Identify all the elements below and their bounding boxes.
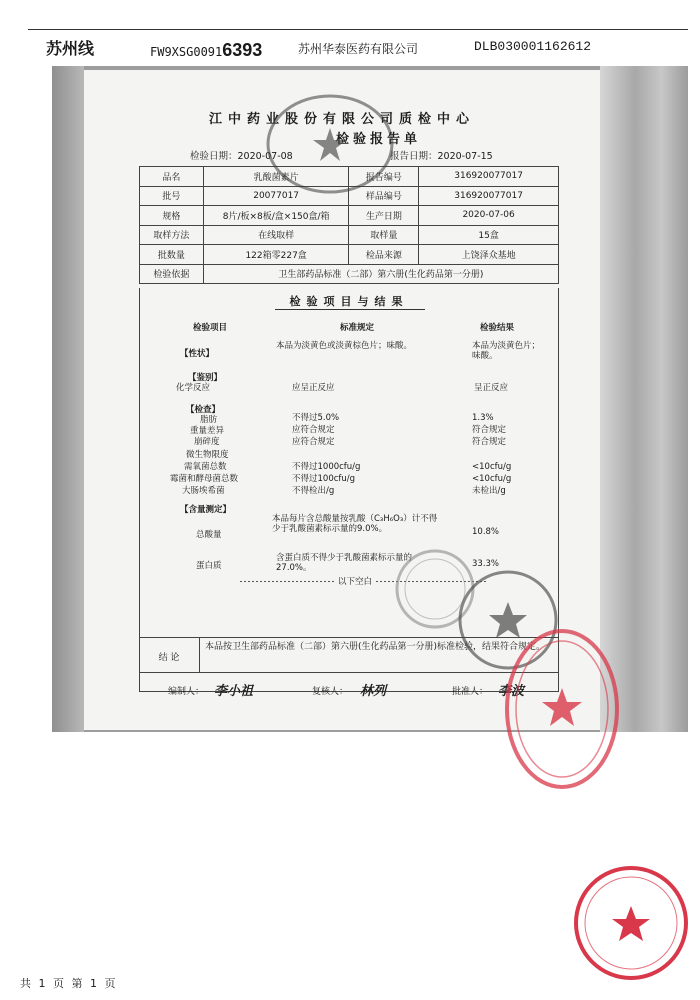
huatai-seal-red xyxy=(572,864,690,982)
protein-item: 蛋白质 xyxy=(196,561,222,571)
identification-item: 化学反应 xyxy=(176,383,211,393)
tracking-code-suffix: 6393 xyxy=(222,40,263,60)
preparer-label: 编制人： xyxy=(168,687,205,697)
sample-label: 样品编号 xyxy=(349,186,419,206)
company-seal-top xyxy=(264,92,396,196)
trait-standard: 本品为淡黄色或淡黄棕色片；味酸。 xyxy=(276,341,413,351)
company-name: 苏州华泰医药有限公司 xyxy=(298,42,419,56)
weight-result: 符合规定 xyxy=(472,425,507,435)
product-value: 乳酸菌素片 xyxy=(203,167,349,187)
identification-standard: 应呈正反应 xyxy=(292,383,335,393)
weight-item: 重量差异 xyxy=(190,426,225,436)
spec-value: 8片/板×8板/盒×150盒/箱 xyxy=(203,206,349,226)
table-row xyxy=(140,245,559,265)
header-rule xyxy=(28,29,688,30)
basis-label: 检验依据 xyxy=(140,264,204,284)
trait-label: 【性状】 xyxy=(180,349,215,359)
batch-label: 批号 xyxy=(140,186,204,206)
lot-label: 批数量 xyxy=(140,245,204,265)
method-value: 在线取样 xyxy=(203,225,349,245)
lot-value: 122箱零227盒 xyxy=(203,245,349,265)
acid-item: 总酸量 xyxy=(196,530,222,540)
identification-result: 呈正反应 xyxy=(474,383,509,393)
microbial-item: 微生物限度 xyxy=(186,450,229,460)
assay-label: 【含量测定】 xyxy=(180,505,232,515)
sample-value: 316920077017 xyxy=(419,186,559,206)
quality-seal-red xyxy=(502,626,622,792)
reg-value: 316920077017 xyxy=(419,167,559,187)
report-subtitle: 检验报告单 xyxy=(336,132,422,147)
tracking-code xyxy=(150,40,262,61)
column-result: 检验结果 xyxy=(480,323,515,333)
column-item: 检验项目 xyxy=(193,323,228,333)
approver-label: 批准人： xyxy=(452,687,489,697)
source-value: 上饶泽众基地 xyxy=(419,245,559,265)
fat-standard: 不得过5.0% xyxy=(292,413,340,423)
check-label: 【检查】 xyxy=(186,405,221,415)
method-label: 取样方法 xyxy=(140,225,204,245)
spec-label: 规格 xyxy=(140,206,204,226)
aerobic-result: <10cfu/g xyxy=(472,462,512,472)
tracking-code-prefix: FW9XSG0091 xyxy=(150,45,223,59)
table-row xyxy=(140,225,559,245)
results-title-underline xyxy=(275,309,425,310)
ecoli-item: 大肠埃希菌 xyxy=(182,486,225,496)
disintegration-standard: 应符合规定 xyxy=(292,437,335,447)
fat-result: 1.3% xyxy=(472,413,494,423)
line-name: 苏州线 xyxy=(46,39,95,58)
preparer-signature: 李小祖 xyxy=(214,684,254,699)
disintegration-item: 崩碎度 xyxy=(194,437,220,447)
fat-item: 脂肪 xyxy=(200,415,218,425)
protein-standard: 含蛋白质不得少于乳酸菌素标示量的27.0%。 xyxy=(276,553,413,573)
inspect-date: 检验日期：2020-07-08 xyxy=(190,151,293,162)
reviewer-label: 复核人： xyxy=(312,687,349,697)
mold-item: 霉菌和酵母菌总数 xyxy=(170,474,239,484)
mfg-value: 2020-07-06 xyxy=(419,206,559,226)
scan-left-edge xyxy=(52,66,84,732)
page-header xyxy=(0,0,700,60)
qty-value: 15盒 xyxy=(419,225,559,245)
aerobic-standard: 不得过1000cfu/g xyxy=(292,462,361,472)
batch-value: 20077017 xyxy=(203,186,349,206)
end-marker: 以下空白 xyxy=(338,577,373,587)
approver-signature: 李波 xyxy=(498,684,525,699)
ecoli-result: 未检出/g xyxy=(472,486,506,496)
weight-standard: 应符合规定 xyxy=(292,425,335,435)
document-number: DLB030001162612 xyxy=(474,39,592,54)
reg-label: 报告编号 xyxy=(349,167,419,187)
product-label: 品名 xyxy=(140,167,204,187)
scan-right-edge xyxy=(600,66,688,732)
reviewer-signature: 林列 xyxy=(360,684,387,699)
identification-label: 【鉴别】 xyxy=(188,373,223,383)
page-count: 共 1 页 第 1 页 xyxy=(20,977,118,990)
source-label: 检品来源 xyxy=(349,245,419,265)
table-row xyxy=(140,264,559,284)
acid-standard: 本品每片含总酸量按乳酸（C₃H₆O₃）计不得少于乳酸菌素标示量的9.0%。 xyxy=(272,514,438,534)
results-title: 检验项目与结果 xyxy=(289,295,409,308)
trait-result: 本品为淡黄色片；味酸。 xyxy=(472,341,541,361)
conclusion-divider xyxy=(199,637,200,673)
basis-value: 卫生部药品标准（二部）第六册(生化药品第一分册) xyxy=(203,264,558,284)
report-date: 报告日期：2020-07-15 xyxy=(390,151,493,162)
conclusion-text: 本品按卫生部药品标准（二部）第六册(生化药品第一分册)标准检验，结果符合规定。 xyxy=(205,642,546,652)
mfg-label: 生产日期 xyxy=(349,206,419,226)
conclusion-label: 结 论 xyxy=(158,653,180,663)
aerobic-item: 需氧菌总数 xyxy=(184,462,227,472)
acid-result: 10.8% xyxy=(472,527,500,537)
mold-standard: 不得过100cfu/g xyxy=(292,474,356,484)
end-line-left xyxy=(240,581,336,582)
disintegration-result: 符合规定 xyxy=(472,437,507,447)
column-standard: 标准规定 xyxy=(340,323,375,333)
mold-result: <10cfu/g xyxy=(472,474,512,484)
table-row xyxy=(140,206,559,226)
qty-label: 取样量 xyxy=(349,225,419,245)
ecoli-standard: 不得检出/g xyxy=(292,486,335,496)
protein-result: 33.3% xyxy=(472,559,500,569)
report-title: 江中药业股份有限公司质检中心 xyxy=(208,112,475,127)
